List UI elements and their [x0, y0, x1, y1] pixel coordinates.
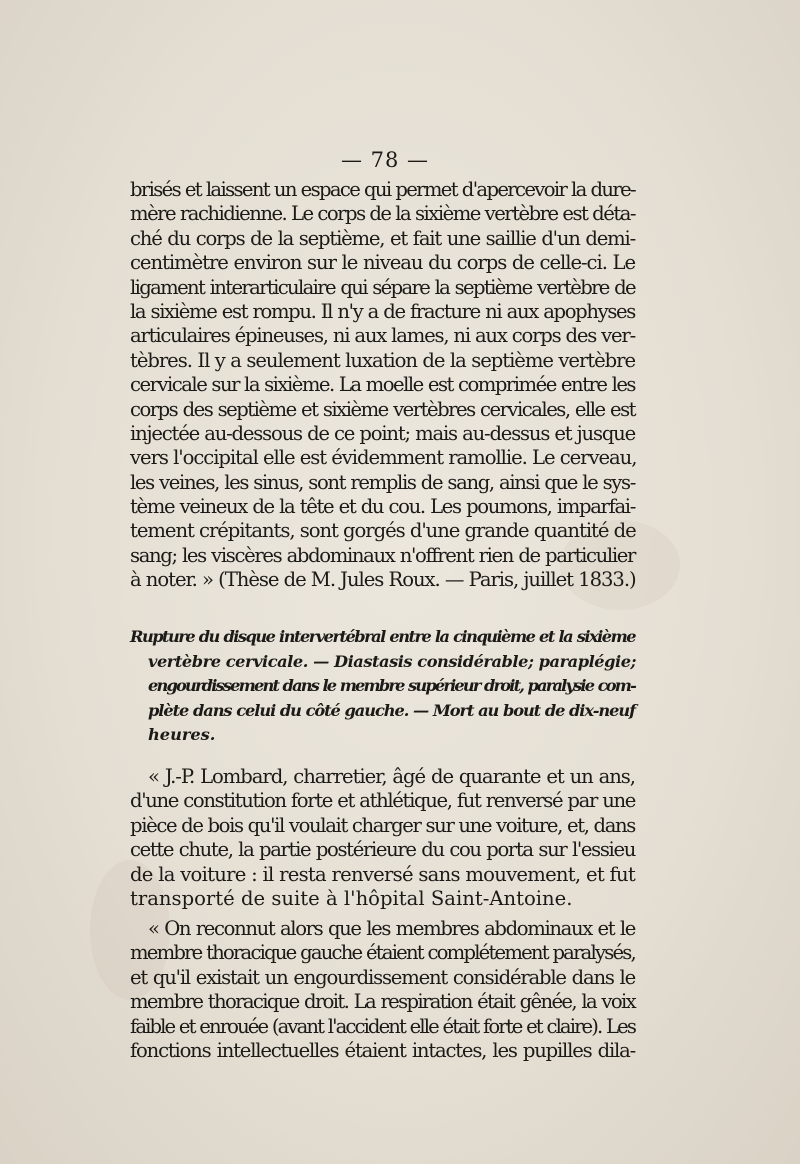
- text-line: articulaires épineuses, ni aux lames, ni aux corps des ver-: [130, 324, 635, 348]
- heading-line: heures.: [148, 725, 216, 745]
- heading-line: Rupture du disque intervertébral entre la cinquième et la sixième: [130, 627, 635, 646]
- heading-line: engourdissement dans le membre supérieur droit, paralysie com-: [148, 676, 635, 696]
- text-line: tèbres. Il y a seulement luxation de la septième vertèbre: [130, 348, 635, 372]
- text-line: « J.-P. Lombard, charretier, âgé de quarante et un ans,: [148, 765, 635, 788]
- text-line: brisés et laissent un espace qui permet d'apercevoir la dure-: [130, 178, 635, 201]
- text-line: cette chute, la partie postérieure du cou porta sur l'essieu: [130, 838, 635, 862]
- text-line: la sixième est rompu. Il n'y a de fracture ni aux apophyses: [130, 299, 635, 323]
- text-line: mère rachidienne. Le corps de la sixième vertèbre est déta-: [130, 202, 635, 226]
- text-line: corps des septième et sixième vertèbres cervicales, elle est: [130, 397, 635, 421]
- text-line: « On reconnut alors que les membres abdominaux et le: [148, 917, 635, 940]
- paragraph-1: [130, 178, 635, 593]
- text-line: à noter. » (Thèse de M. Jules Roux. — Paris, juillet 1833.): [130, 568, 636, 592]
- text-line: ché du corps de la septième, et fait une saillie d'un demi-: [130, 226, 635, 250]
- text-line: injectée au-dessous de ce point; mais au-dessus et jusque: [130, 421, 635, 445]
- page-number: — 78 —: [340, 148, 430, 172]
- text-line: ligament interarticulaire qui sépare la septième vertèbre de: [130, 275, 635, 299]
- paragraph-2: [130, 765, 635, 911]
- text-line: cervicale sur la sixième. La moelle est comprimée entre les: [130, 373, 635, 397]
- heading-line: plète dans celui du côté gauche. — Mort au bout de dix-neuf: [148, 700, 635, 720]
- text-line: et qu'il existait un engourdissement considérable dans le: [130, 965, 635, 989]
- paragraph-3: [130, 917, 635, 1063]
- case-heading: [130, 625, 635, 748]
- text-line: tème veineux de la tête et du cou. Les poumons, imparfai-: [130, 495, 635, 519]
- text-line: de la voiture : il resta renversé sans mouvement, et fut: [130, 862, 635, 886]
- text-line: membre thoracique gauche étaient complétement paralysés,: [130, 941, 635, 965]
- text-line: faible et enrouée (avant l'accident elle était forte et claire). Les: [130, 1014, 635, 1038]
- text-line: vers l'occipital elle est évidemment ramollie. Le cerveau,: [130, 446, 637, 470]
- text-line: centimètre environ sur le niveau du corps de celle-ci. Le: [130, 251, 635, 275]
- text-line: pièce de bois qu'il voulait charger sur une voiture, et, dans: [130, 813, 635, 837]
- text-line: d'une constitution forte et athlétique, fut renversé par une: [130, 789, 635, 813]
- text-line: sang; les viscères abdominaux n'offrent rien de particulier: [130, 543, 635, 567]
- text-line: transporté de suite à l'hôpital Saint-Antoine.: [130, 886, 573, 910]
- text-line: les veines, les sinus, sont remplis de sang, ainsi que le sys-: [130, 470, 635, 494]
- text-line: membre thoracique droit. La respiration était gênée, la voix: [130, 990, 635, 1014]
- heading-line: vertèbre cervicale. — Diastasis considérable; paraplégie;: [148, 651, 637, 671]
- text-line: fonctions intellectuelles étaient intactes, les pupilles dila-: [130, 1038, 635, 1062]
- text-line: tement crépitants, sont gorgés d'une grande quantité de: [130, 519, 636, 543]
